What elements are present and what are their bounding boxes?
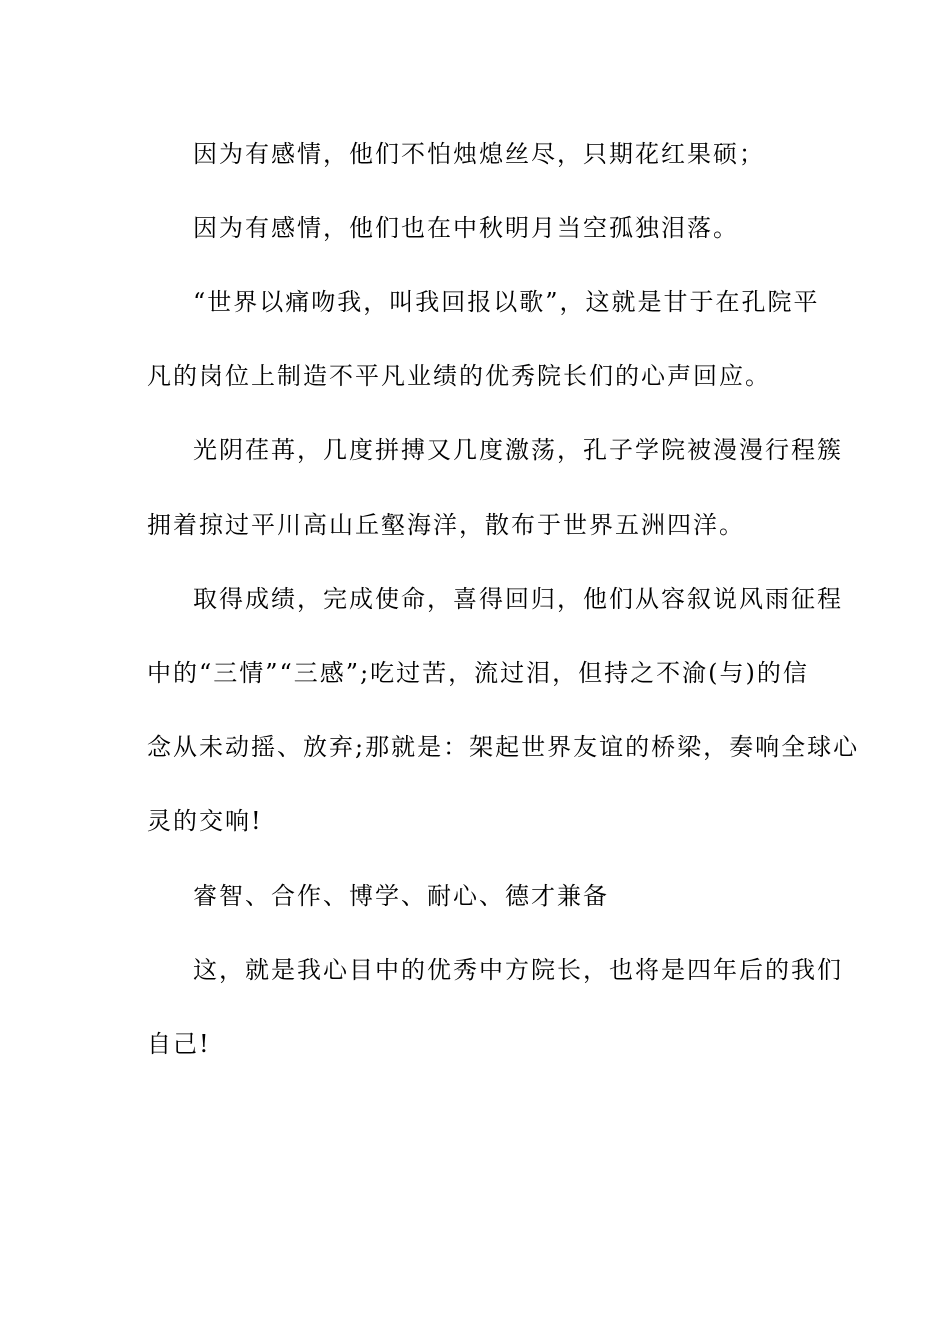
text-line: 自己! [147, 1030, 211, 1058]
text-line: 取得成绩，完成使命，喜得回归，他们从容叙说风雨征程 [193, 585, 843, 613]
text-line: 因为有感情，他们也在中秋明月当空孤独泪落。 [193, 214, 739, 242]
text-line: 光阴荏苒，几度拼搏又几度激荡，孔子学院被漫漫行程簇 [193, 436, 843, 464]
text-line: 睿智、合作、博学、耐心、德才兼备 [193, 882, 609, 910]
text-line: 灵的交响! [147, 807, 263, 835]
text-line: 这，就是我心目中的优秀中方院长，也将是四年后的我们 [193, 956, 843, 984]
text-line: 念从未动摇、放弃;那就是：架起世界友谊的桥梁，奏响全球心 [147, 733, 860, 761]
text-line: 拥着掠过平川高山丘壑海洋，散布于世界五洲四洋。 [147, 511, 745, 539]
text-line: “世界以痛吻我，叫我回报以歌”，这就是甘于在孔院平 [193, 288, 820, 316]
text-line: 因为有感情，他们不怕烛熄丝尽，只期花红果硕； [193, 140, 765, 168]
text-line: 凡的岗位上制造不平凡业绩的优秀院长们的心声回应。 [147, 362, 771, 390]
text-line: 中的“三情”“三感”;吃过苦，流过泪，但持之不渝(与)的信 [147, 659, 809, 687]
